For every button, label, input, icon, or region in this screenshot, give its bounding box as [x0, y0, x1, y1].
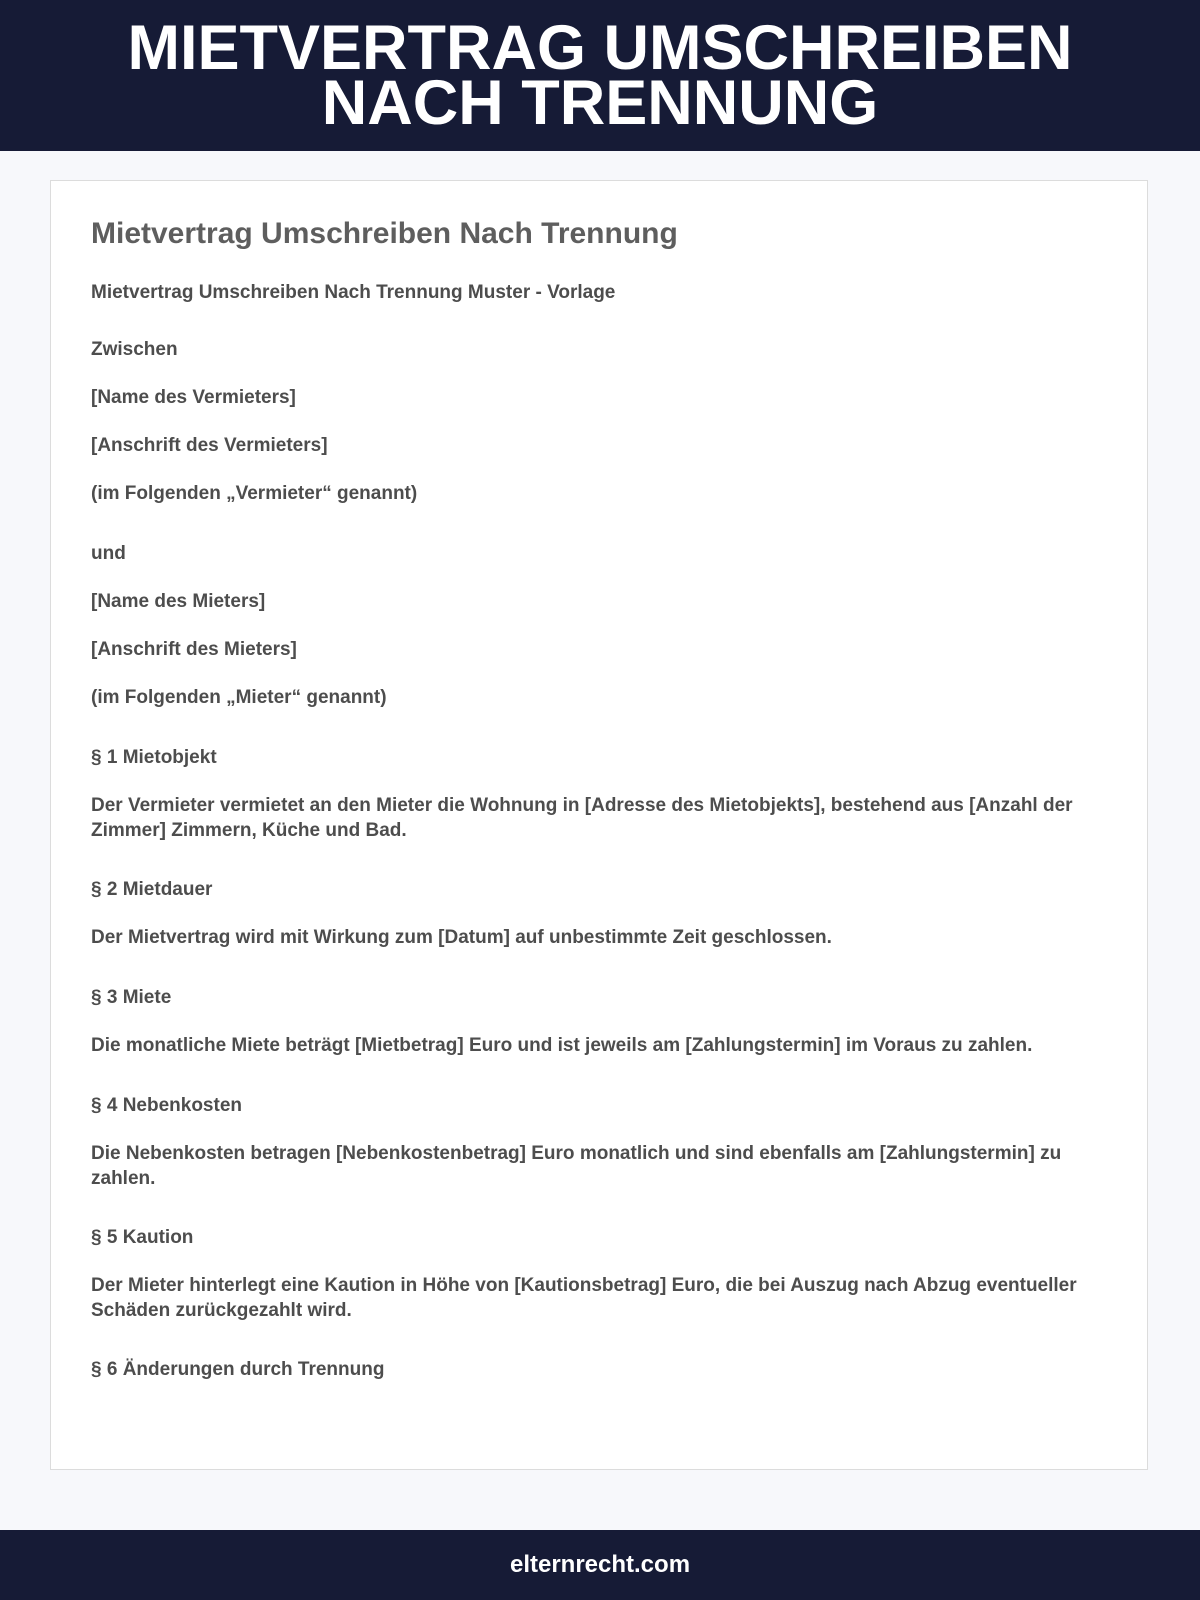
section-body-1: Der Vermieter vermietet an den Mieter die Wohnung in [Adresse des Mietobjekts], bestehend aus [Anzahl der Zimmer] Zimmern, Küche und Bad. [91, 795, 1073, 841]
landlord-name: [Name des Vermieters] [91, 387, 296, 408]
section-heading-5: § 5 Kaution [91, 1227, 194, 1248]
document-subtitle: Mietvertrag Umschreiben Nach Trennung Muster - Vorlage [91, 282, 616, 303]
tenant-name: [Name des Mieters] [91, 591, 266, 612]
footer-site-name: elternrecht.com [509, 1551, 691, 1578]
tenant-address: [Anschrift des Mieters] [91, 639, 297, 660]
landlord-address: [Anschrift des Vermieters] [91, 435, 328, 456]
party-intro: Zwischen [91, 339, 178, 360]
section-body-5: Der Mieter hinterlegt eine Kaution in Höhe von [Kautionsbetrag] Euro, die bei Auszug nach Abzug eventueller Schäden zurückgezahlt wird. [91, 1275, 1077, 1321]
document-card [50, 180, 1148, 1470]
document-title: Mietvertrag Umschreiben Nach Trennung [91, 217, 678, 250]
landlord-designation: (im Folgenden „Vermieter“ genannt) [91, 483, 418, 504]
page-banner-title [127, 12, 1073, 138]
section-heading-3: § 3 Miete [91, 987, 172, 1008]
banner-title-line2: NACH TRENNUNG [321, 67, 879, 138]
section-body-3: Die monatliche Miete beträgt [Mietbetrag] Euro und ist jeweils am [Zahlungstermin] im Voraus zu zahlen. [91, 1035, 1033, 1056]
banner-title-line1: MIETVERTRAG UMSCHREIBEN [127, 12, 1073, 83]
section-body-2: Der Mietvertrag wird mit Wirkung zum [Datum] auf unbestimmte Zeit geschlossen. [91, 927, 832, 948]
section-body-4: Die Nebenkosten betragen [Nebenkostenbetrag] Euro monatlich und sind ebenfalls am [Zahlungstermin] zu zahlen. [91, 1143, 1062, 1189]
section-heading-1: § 1 Mietobjekt [91, 747, 217, 768]
section-heading-2: § 2 Mietdauer [91, 879, 213, 900]
page-footer [0, 1530, 1200, 1600]
conjunction: und [91, 543, 126, 564]
section-heading-4: § 4 Nebenkosten [91, 1095, 242, 1116]
page-header [0, 0, 1200, 151]
tenant-designation: (im Folgenden „Mieter“ genannt) [91, 687, 387, 708]
section-heading-6: § 6 Änderungen durch Trennung [91, 1359, 385, 1380]
